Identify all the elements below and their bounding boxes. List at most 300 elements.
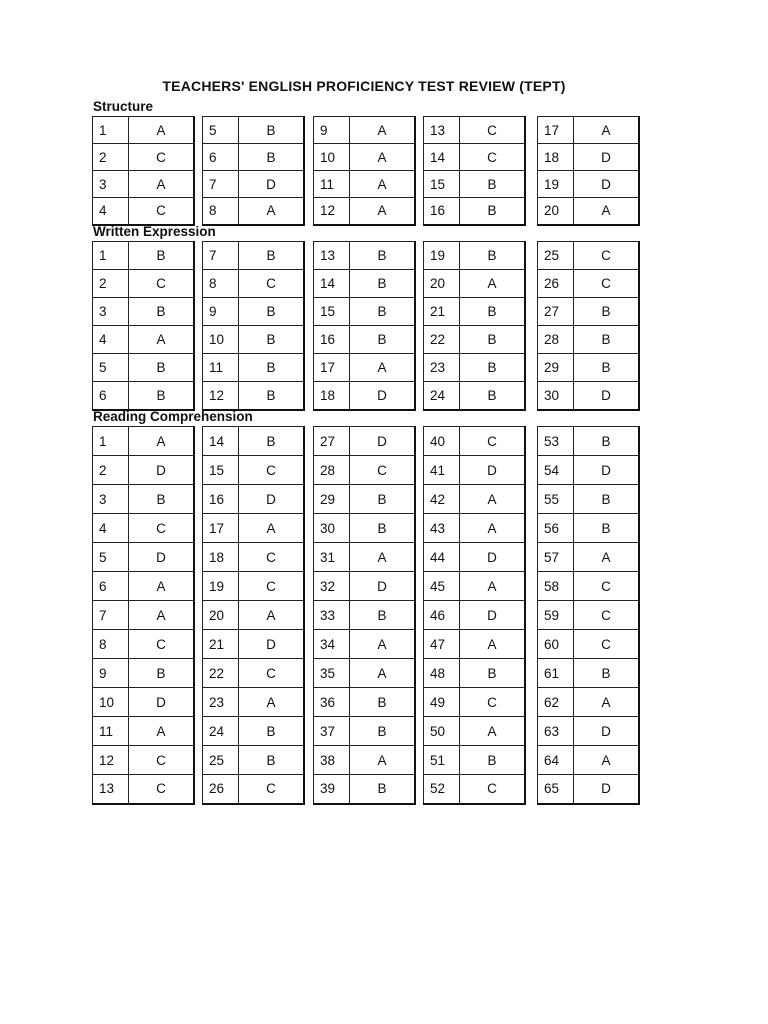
answer-row bbox=[314, 326, 416, 354]
answer-letter: A bbox=[460, 717, 526, 746]
answer-row bbox=[203, 242, 305, 270]
question-number: 5 bbox=[203, 117, 239, 144]
question-number: 33 bbox=[314, 601, 350, 630]
answer-letter: A bbox=[460, 514, 526, 543]
question-number: 9 bbox=[93, 659, 129, 688]
answer-letter: D bbox=[129, 456, 195, 485]
answer-row bbox=[314, 572, 416, 601]
answer-letter: C bbox=[129, 270, 195, 298]
answer-letter: B bbox=[574, 354, 640, 382]
answer-row bbox=[314, 298, 416, 326]
answer-row bbox=[203, 485, 305, 514]
answer-row bbox=[314, 144, 416, 171]
question-number: 4 bbox=[93, 326, 129, 354]
answer-letter: D bbox=[574, 775, 640, 804]
answer-row bbox=[538, 171, 640, 198]
answer-row bbox=[538, 427, 640, 456]
question-number: 1 bbox=[93, 427, 129, 456]
answer-letter: D bbox=[129, 543, 195, 572]
question-number: 58 bbox=[538, 572, 574, 601]
answer-letter: A bbox=[574, 746, 640, 775]
question-number: 59 bbox=[538, 601, 574, 630]
answer-letter: B bbox=[574, 427, 640, 456]
question-number: 42 bbox=[424, 485, 460, 514]
question-number: 45 bbox=[424, 572, 460, 601]
answer-letter: A bbox=[460, 630, 526, 659]
answer-row bbox=[538, 746, 640, 775]
question-number: 21 bbox=[203, 630, 239, 659]
answer-letter: C bbox=[574, 242, 640, 270]
answer-row bbox=[203, 456, 305, 485]
question-number: 3 bbox=[93, 485, 129, 514]
answer-letter: C bbox=[239, 572, 305, 601]
question-number: 47 bbox=[424, 630, 460, 659]
answer-letter: B bbox=[350, 326, 416, 354]
question-number: 50 bbox=[424, 717, 460, 746]
answer-letter: C bbox=[460, 688, 526, 717]
answer-row bbox=[203, 382, 305, 410]
answer-row bbox=[424, 572, 526, 601]
answer-letter: B bbox=[574, 485, 640, 514]
answer-letter: B bbox=[460, 354, 526, 382]
answer-letter: D bbox=[460, 543, 526, 572]
question-number: 3 bbox=[93, 298, 129, 326]
question-number: 19 bbox=[538, 171, 574, 198]
question-number: 1 bbox=[93, 242, 129, 270]
question-number: 14 bbox=[314, 270, 350, 298]
answer-row bbox=[538, 198, 640, 225]
question-number: 34 bbox=[314, 630, 350, 659]
question-number: 46 bbox=[424, 601, 460, 630]
question-number: 20 bbox=[203, 601, 239, 630]
answer-letter: B bbox=[239, 144, 305, 171]
question-number: 12 bbox=[93, 746, 129, 775]
question-number: 41 bbox=[424, 456, 460, 485]
answer-letter: D bbox=[574, 171, 640, 198]
answer-row bbox=[93, 171, 195, 198]
question-number: 29 bbox=[538, 354, 574, 382]
answer-letter: C bbox=[460, 144, 526, 171]
question-number: 43 bbox=[424, 514, 460, 543]
answer-letter: B bbox=[239, 298, 305, 326]
answer-row bbox=[93, 117, 195, 144]
answer-letter: D bbox=[129, 688, 195, 717]
answer-row bbox=[314, 514, 416, 543]
answer-letter: B bbox=[460, 746, 526, 775]
answer-letter: A bbox=[239, 514, 305, 543]
question-number: 6 bbox=[203, 144, 239, 171]
answer-row bbox=[203, 427, 305, 456]
question-number: 2 bbox=[93, 270, 129, 298]
question-number: 4 bbox=[93, 514, 129, 543]
question-number: 2 bbox=[93, 144, 129, 171]
answer-letter: D bbox=[239, 485, 305, 514]
answer-letter: A bbox=[460, 572, 526, 601]
answer-row bbox=[538, 382, 640, 410]
answer-row bbox=[314, 242, 416, 270]
answer-row bbox=[314, 171, 416, 198]
answer-letter: A bbox=[129, 326, 195, 354]
answer-row bbox=[538, 659, 640, 688]
question-number: 57 bbox=[538, 543, 574, 572]
question-number: 15 bbox=[424, 171, 460, 198]
question-number: 56 bbox=[538, 514, 574, 543]
question-number: 8 bbox=[93, 630, 129, 659]
answer-letter: D bbox=[350, 382, 416, 410]
question-number: 36 bbox=[314, 688, 350, 717]
question-number: 16 bbox=[424, 198, 460, 225]
answer-letter: B bbox=[239, 746, 305, 775]
question-number: 20 bbox=[538, 198, 574, 225]
answer-row bbox=[203, 298, 305, 326]
answer-letter: A bbox=[460, 270, 526, 298]
answer-row bbox=[203, 171, 305, 198]
answer-row bbox=[203, 717, 305, 746]
question-number: 48 bbox=[424, 659, 460, 688]
answer-letter: B bbox=[239, 326, 305, 354]
answer-row bbox=[424, 298, 526, 326]
question-number: 11 bbox=[314, 171, 350, 198]
question-number: 25 bbox=[203, 746, 239, 775]
question-number: 44 bbox=[424, 543, 460, 572]
question-number: 19 bbox=[424, 242, 460, 270]
answer-row bbox=[538, 298, 640, 326]
question-number: 6 bbox=[93, 572, 129, 601]
question-number: 6 bbox=[93, 382, 129, 410]
question-number: 16 bbox=[314, 326, 350, 354]
answer-letter: D bbox=[239, 630, 305, 659]
question-number: 11 bbox=[203, 354, 239, 382]
answer-letter: D bbox=[574, 717, 640, 746]
question-number: 38 bbox=[314, 746, 350, 775]
answer-row bbox=[203, 117, 305, 144]
answer-letter: A bbox=[129, 427, 195, 456]
answer-row bbox=[93, 659, 195, 688]
answer-row bbox=[93, 326, 195, 354]
question-number: 26 bbox=[203, 775, 239, 804]
answer-row bbox=[538, 688, 640, 717]
answer-row bbox=[424, 630, 526, 659]
question-number: 17 bbox=[538, 117, 574, 144]
answer-letter: B bbox=[460, 171, 526, 198]
answer-letter: A bbox=[239, 601, 305, 630]
answer-row bbox=[93, 601, 195, 630]
answer-letter: A bbox=[129, 117, 195, 144]
answer-letter: A bbox=[350, 144, 416, 171]
answer-letter: B bbox=[574, 514, 640, 543]
question-number: 7 bbox=[203, 171, 239, 198]
answer-row bbox=[538, 117, 640, 144]
question-number: 28 bbox=[538, 326, 574, 354]
answer-row bbox=[424, 485, 526, 514]
answer-row bbox=[314, 601, 416, 630]
answer-row bbox=[424, 354, 526, 382]
answer-row bbox=[424, 543, 526, 572]
answer-letter: B bbox=[350, 775, 416, 804]
answer-row bbox=[203, 543, 305, 572]
answer-row bbox=[93, 717, 195, 746]
answer-letter: C bbox=[460, 117, 526, 144]
answer-letter: A bbox=[350, 746, 416, 775]
answer-letter: B bbox=[129, 242, 195, 270]
answer-letter: B bbox=[574, 298, 640, 326]
answer-row bbox=[203, 601, 305, 630]
answer-letter: A bbox=[350, 117, 416, 144]
answer-row bbox=[203, 688, 305, 717]
answer-row bbox=[424, 746, 526, 775]
answer-row bbox=[424, 382, 526, 410]
answer-letter: B bbox=[350, 717, 416, 746]
answer-row bbox=[93, 427, 195, 456]
answer-row bbox=[538, 270, 640, 298]
answer-row bbox=[314, 659, 416, 688]
answer-letter: B bbox=[239, 117, 305, 144]
answer-letter: A bbox=[129, 572, 195, 601]
answer-letter: B bbox=[129, 485, 195, 514]
page-title: TEACHERS' ENGLISH PROFICIENCY TEST REVIEW (TEPT) bbox=[162, 78, 566, 94]
question-number: 49 bbox=[424, 688, 460, 717]
question-number: 15 bbox=[203, 456, 239, 485]
structure-answer-column-2 bbox=[202, 116, 305, 226]
answer-letter: D bbox=[574, 456, 640, 485]
answer-letter: B bbox=[350, 270, 416, 298]
answer-row bbox=[538, 775, 640, 804]
structure-answer-column-5 bbox=[537, 116, 640, 226]
answer-letter: B bbox=[460, 326, 526, 354]
answer-letter: C bbox=[239, 659, 305, 688]
answer-letter: C bbox=[129, 144, 195, 171]
question-number: 53 bbox=[538, 427, 574, 456]
answer-letter: A bbox=[574, 688, 640, 717]
answer-row bbox=[93, 746, 195, 775]
answer-row bbox=[424, 171, 526, 198]
question-number: 37 bbox=[314, 717, 350, 746]
question-number: 12 bbox=[314, 198, 350, 225]
answer-row bbox=[93, 485, 195, 514]
answer-row bbox=[93, 354, 195, 382]
question-number: 62 bbox=[538, 688, 574, 717]
question-number: 18 bbox=[538, 144, 574, 171]
answer-letter: B bbox=[574, 659, 640, 688]
answer-row bbox=[203, 144, 305, 171]
answer-row bbox=[538, 144, 640, 171]
answer-letter: A bbox=[350, 543, 416, 572]
reading-comprehension-answer-column-5 bbox=[537, 426, 640, 805]
answer-letter: C bbox=[129, 775, 195, 804]
answer-letter: C bbox=[129, 198, 195, 225]
question-number: 61 bbox=[538, 659, 574, 688]
question-number: 15 bbox=[314, 298, 350, 326]
answer-letter: A bbox=[129, 171, 195, 198]
structure-answer-column-4 bbox=[423, 116, 526, 226]
answer-letter: B bbox=[129, 659, 195, 688]
question-number: 23 bbox=[203, 688, 239, 717]
question-number: 10 bbox=[93, 688, 129, 717]
answer-row bbox=[93, 775, 195, 804]
written-expression-answer-column-3 bbox=[313, 241, 416, 411]
answer-row bbox=[424, 688, 526, 717]
question-number: 22 bbox=[203, 659, 239, 688]
answer-letter: A bbox=[574, 543, 640, 572]
answer-row bbox=[314, 382, 416, 410]
answer-row bbox=[203, 326, 305, 354]
answer-letter: D bbox=[574, 382, 640, 410]
answer-row bbox=[203, 270, 305, 298]
question-number: 5 bbox=[93, 543, 129, 572]
question-number: 65 bbox=[538, 775, 574, 804]
answer-letter: A bbox=[350, 630, 416, 659]
answer-letter: B bbox=[350, 514, 416, 543]
question-number: 13 bbox=[93, 775, 129, 804]
question-number: 13 bbox=[314, 242, 350, 270]
question-number: 29 bbox=[314, 485, 350, 514]
question-number: 27 bbox=[314, 427, 350, 456]
answer-letter: C bbox=[239, 456, 305, 485]
answer-row bbox=[314, 270, 416, 298]
answer-row bbox=[93, 543, 195, 572]
answer-letter: B bbox=[460, 298, 526, 326]
answer-row bbox=[93, 456, 195, 485]
question-number: 39 bbox=[314, 775, 350, 804]
answer-letter: B bbox=[129, 298, 195, 326]
answer-letter: C bbox=[574, 572, 640, 601]
answer-row bbox=[93, 514, 195, 543]
answer-letter: C bbox=[239, 270, 305, 298]
answer-letter: D bbox=[460, 601, 526, 630]
answer-letter: B bbox=[350, 485, 416, 514]
answer-letter: A bbox=[460, 485, 526, 514]
answer-row bbox=[93, 144, 195, 171]
answer-row bbox=[314, 717, 416, 746]
answer-row bbox=[93, 198, 195, 225]
question-number: 9 bbox=[203, 298, 239, 326]
answer-row bbox=[314, 775, 416, 804]
answer-row bbox=[93, 242, 195, 270]
written-expression-answer-column-1 bbox=[92, 241, 195, 411]
question-number: 12 bbox=[203, 382, 239, 410]
question-number: 30 bbox=[314, 514, 350, 543]
answer-letter: B bbox=[460, 198, 526, 225]
written-expression-answer-column-4 bbox=[423, 241, 526, 411]
answer-row bbox=[538, 514, 640, 543]
answer-letter: A bbox=[350, 659, 416, 688]
answer-letter: A bbox=[239, 688, 305, 717]
written-expression-section-label: Written Expression bbox=[93, 224, 216, 239]
question-number: 8 bbox=[203, 270, 239, 298]
answer-row bbox=[424, 514, 526, 543]
answer-row bbox=[203, 198, 305, 225]
question-number: 3 bbox=[93, 171, 129, 198]
answer-letter: B bbox=[239, 354, 305, 382]
question-number: 8 bbox=[203, 198, 239, 225]
answer-letter: C bbox=[574, 630, 640, 659]
answer-row bbox=[538, 456, 640, 485]
answer-row bbox=[424, 242, 526, 270]
answer-letter: B bbox=[350, 601, 416, 630]
question-number: 21 bbox=[424, 298, 460, 326]
reading-comprehension-answer-column-3 bbox=[313, 426, 416, 805]
question-number: 10 bbox=[203, 326, 239, 354]
question-number: 32 bbox=[314, 572, 350, 601]
question-number: 23 bbox=[424, 354, 460, 382]
answer-row bbox=[314, 427, 416, 456]
question-number: 24 bbox=[424, 382, 460, 410]
answer-letter: B bbox=[350, 298, 416, 326]
reading-comprehension-answer-column-2 bbox=[202, 426, 305, 805]
question-number: 30 bbox=[538, 382, 574, 410]
answer-row bbox=[424, 775, 526, 804]
answer-row bbox=[424, 427, 526, 456]
answer-row bbox=[538, 717, 640, 746]
question-number: 2 bbox=[93, 456, 129, 485]
question-number: 7 bbox=[93, 601, 129, 630]
answer-row bbox=[424, 117, 526, 144]
answer-row bbox=[314, 688, 416, 717]
answer-row bbox=[314, 117, 416, 144]
answer-row bbox=[424, 198, 526, 225]
structure-section-label: Structure bbox=[93, 99, 154, 114]
answer-letter: B bbox=[350, 242, 416, 270]
answer-row bbox=[314, 485, 416, 514]
question-number: 55 bbox=[538, 485, 574, 514]
question-number: 52 bbox=[424, 775, 460, 804]
question-number: 5 bbox=[93, 354, 129, 382]
structure-answer-column-3 bbox=[313, 116, 416, 226]
reading-comprehension-section-label: Reading Comprehension bbox=[93, 409, 253, 424]
answer-letter: B bbox=[574, 326, 640, 354]
answer-letter: D bbox=[460, 456, 526, 485]
question-number: 24 bbox=[203, 717, 239, 746]
answer-letter: B bbox=[129, 382, 195, 410]
answer-letter: C bbox=[129, 514, 195, 543]
question-number: 54 bbox=[538, 456, 574, 485]
answer-letter: A bbox=[129, 717, 195, 746]
answer-letter: A bbox=[350, 354, 416, 382]
answer-letter: D bbox=[350, 572, 416, 601]
question-number: 25 bbox=[538, 242, 574, 270]
answer-row bbox=[314, 198, 416, 225]
answer-row bbox=[314, 630, 416, 659]
answer-letter: C bbox=[574, 270, 640, 298]
answer-letter: A bbox=[350, 171, 416, 198]
answer-letter: B bbox=[460, 242, 526, 270]
answer-letter: B bbox=[460, 659, 526, 688]
question-number: 16 bbox=[203, 485, 239, 514]
answer-row bbox=[203, 572, 305, 601]
answer-row bbox=[93, 382, 195, 410]
answer-row bbox=[93, 270, 195, 298]
answer-row bbox=[203, 659, 305, 688]
answer-letter: C bbox=[460, 427, 526, 456]
answer-letter: C bbox=[129, 630, 195, 659]
answer-letter: D bbox=[574, 144, 640, 171]
answer-row bbox=[424, 270, 526, 298]
written-expression-answer-column-5 bbox=[537, 241, 640, 411]
answer-row bbox=[538, 326, 640, 354]
answer-letter: A bbox=[574, 117, 640, 144]
answer-letter: C bbox=[129, 746, 195, 775]
answer-row bbox=[538, 572, 640, 601]
answer-letter: C bbox=[239, 775, 305, 804]
question-number: 1 bbox=[93, 117, 129, 144]
answer-row bbox=[538, 485, 640, 514]
answer-row bbox=[424, 144, 526, 171]
reading-comprehension-answer-column-1 bbox=[92, 426, 195, 805]
answer-row bbox=[203, 775, 305, 804]
answer-letter: D bbox=[239, 171, 305, 198]
answer-row bbox=[203, 630, 305, 659]
answer-letter: B bbox=[239, 427, 305, 456]
